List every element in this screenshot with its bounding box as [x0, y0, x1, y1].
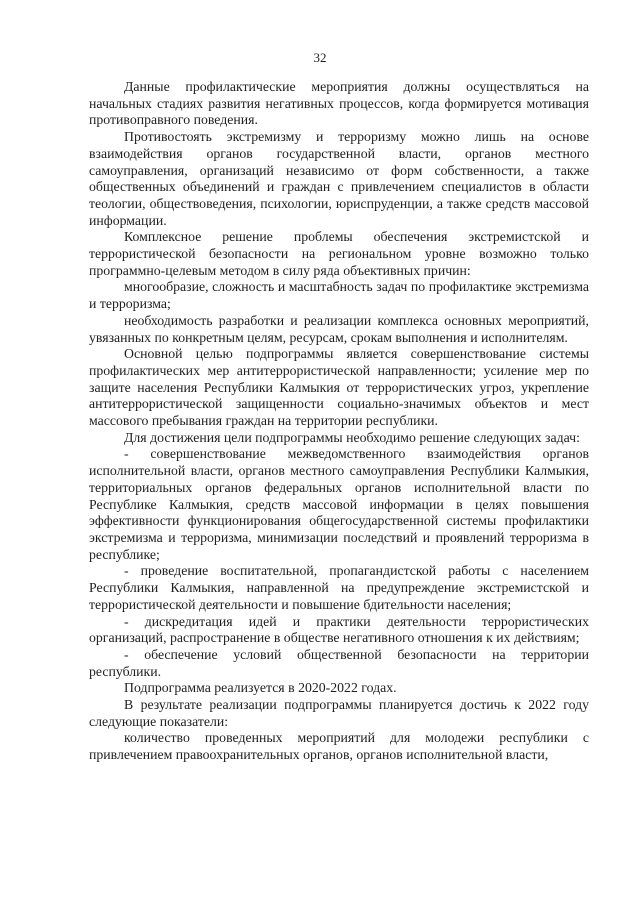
paragraph: Подпрограмма реализуется в 2020-2022 годах.	[124, 680, 397, 696]
list-item: - обеспечение условий общественной безопасности на территории республики.	[89, 646, 589, 679]
list-item: - проведение воспитательной, пропагандистской работы с населением Республики Калмыкия, направленной на предупреждение экстремистской и террористической деятельности и повышение бдительности населения;	[89, 563, 589, 612]
list-item: - дискредитация идей и практики деятельности террористических организаций, распространение в обществе негативного отношения к их действиям;	[89, 613, 589, 646]
paragraph: В результате реализации подпрограммы планируется достичь к 2022 году следующие показатели:	[89, 697, 589, 729]
list-item: необходимость разработки и реализации комплекса основных мероприятий, увязанных по конкретным целям, ресурсам, срокам выполнения и исполнителям.	[89, 312, 589, 345]
list-item: многообразие, сложность и масштабность задач по профилактике экстремизма и терроризма;	[89, 279, 589, 312]
paragraph: Комплексное решение проблемы обеспечения экстремистской и террористической безопасности на региональном уровне возможно только программно-целевым методом в силу ряда объективных причин:	[89, 229, 589, 278]
page-number: 32	[313, 50, 327, 65]
paragraph: Данные профилактические мероприятия должны осуществляться на начальных стадиях развития негативных процессов, когда формируется мотивация противоправного поведения.	[89, 79, 589, 128]
paragraph: Основной целью подпрограммы является совершенствование системы профилактических мер антитеррористической направленности; усиление мер по защите населения Республики Калмыкия от террористических угроз, укрепление антитеррористической защищенности социально-значимых объектов и мест массового пребывания граждан на территории республики.	[89, 346, 589, 429]
document-body	[89, 79, 589, 764]
paragraph: Для достижения цели подпрограммы необходимо решение следующих задач:	[124, 429, 580, 445]
paragraph: количество проведенных мероприятий для молодежи республики с привлечением правоохранительных органов, органов исполнительной власти,	[89, 730, 589, 763]
paragraph: Противостоять экстремизму и терроризму можно лишь на основе взаимодействия органов государственной власти, органов местного самоуправления, организаций независимо от форм собственности, а также общественных объединений и граждан с привлечением специалистов в области теологии, обществоведения, психологии, юриспруденции, а также средств массовой информации.	[89, 129, 589, 228]
list-item: - совершенствование межведомственного взаимодействия органов исполнительной власти, органов местного самоуправления Республики Калмыкия, территориальных органов федеральных органов исполнительной власти по Республике Калмыкия, средств массовой информации в целях повышения эффективности функционирования общегосударственной системы профилактики экстремизма и терроризма, минимизации последствий и проявлений терроризма в республике;	[89, 446, 589, 562]
